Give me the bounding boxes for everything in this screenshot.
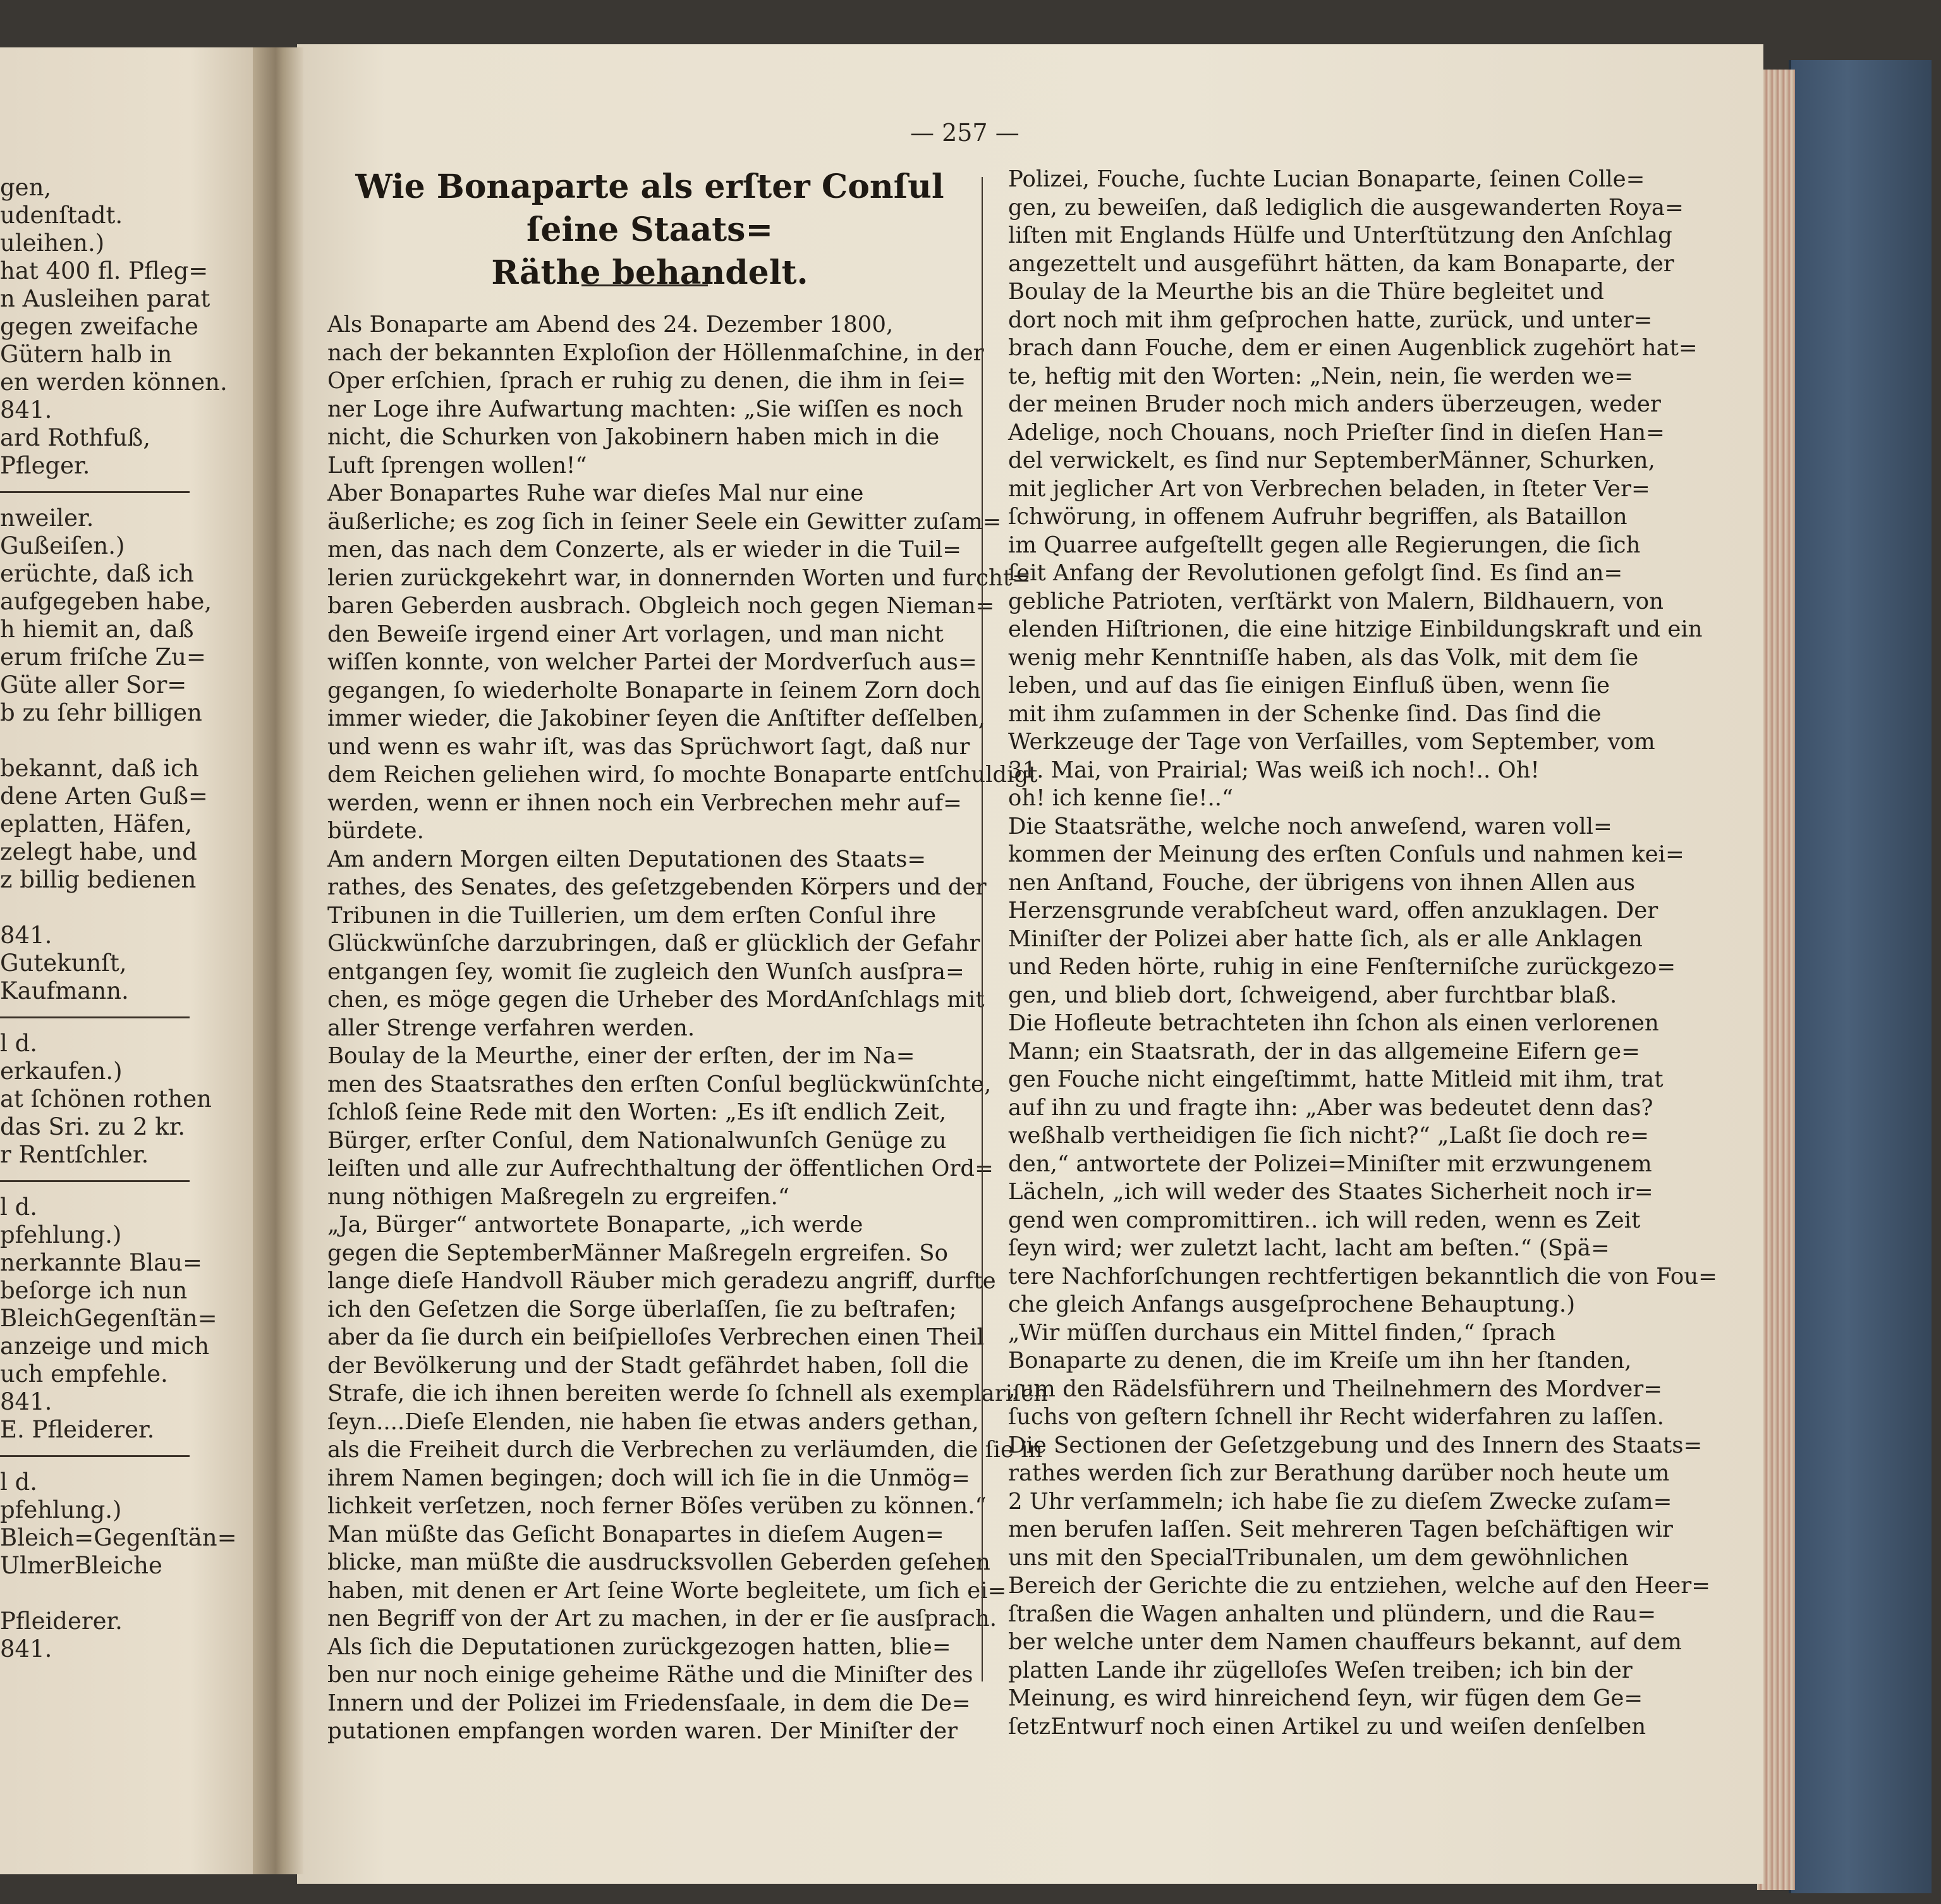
text-line: und wenn es wahr iſt, was das Sprüchwort ſagt, daß nur: [327, 733, 970, 760]
left-page-line: Güte aller Sor=: [0, 671, 187, 699]
text-line: Miniſter der Polizei aber hatte ſich, als er alle Anklagen: [1008, 925, 1643, 952]
page-number: — 257 —: [910, 119, 1019, 147]
text-line: Als ſich die Deputationen zurückgezogen hatten, blie=: [327, 1633, 951, 1660]
left-page-line: hat 400 fl. Pfleg=: [0, 257, 209, 284]
text-line: ſetzEntwurf noch einen Artikel zu und weiſen denſelben: [1008, 1713, 1646, 1740]
text-line: leben, und auf das ſie einigen Einfluß üben, wenn ſie: [1008, 673, 1610, 699]
article-title: [327, 166, 972, 295]
left-page-line: pfehlung.): [0, 1496, 122, 1523]
text-line: Bereich der Gerichte die zu entziehen, welche auf den Heer=: [1008, 1573, 1710, 1599]
text-line: Am andern Morgen eilten Deputationen des Staats=: [327, 846, 927, 872]
text-line: Meinung, es wird hinreichend ſeyn, wir fügen dem Ge=: [1008, 1685, 1643, 1711]
left-page-line: r Rentſchler.: [0, 1141, 149, 1168]
left-page: [0, 47, 272, 1874]
text-line: als die Freiheit durch die Verbrechen zu verläumden, die ſie in: [327, 1437, 1043, 1463]
text-line: gegen die SeptemberMänner Maßregeln ergreifen. So: [327, 1240, 948, 1266]
text-line: Luft ſprengen wollen!“: [327, 452, 587, 479]
text-line: Die Hofleute betrachteten ihn ſchon als einen verlorenen: [1008, 1010, 1659, 1036]
left-page-column: [0, 174, 265, 1663]
text-line: wenig mehr Kenntniſſe haben, als das Volk, mit dem ſie: [1008, 644, 1639, 671]
text-line: ben nur noch einige geheime Räthe und die Miniſter des: [327, 1662, 973, 1688]
text-line: Oper erſchien, ſprach er ruhig zu denen, die ihm in ſei=: [327, 368, 966, 394]
text-line: ſeit Anfang der Revolutionen gefolgt ſind. Es ſind an=: [1008, 560, 1623, 586]
left-page-line: n Ausleihen parat: [0, 285, 210, 312]
left-page-line: 841.: [0, 1635, 52, 1663]
text-line: den,“ antwortete der Polizei=Miniſter mit erzwungenem: [1008, 1150, 1652, 1177]
text-line: ſchwörung, in offenem Aufruhr begriffen, als Bataillon: [1008, 504, 1628, 530]
left-page-line: l d.: [0, 1468, 38, 1496]
left-page-line: 841.: [0, 1388, 52, 1415]
left-page-line: [0, 1580, 265, 1608]
left-page-line: l d.: [0, 1193, 38, 1221]
left-page-line: Gütern halb in: [0, 341, 173, 368]
text-line: Herzensgrunde verabſcheut ward, offen anzuklagen. Der: [1008, 898, 1658, 924]
title-rule: [581, 284, 708, 286]
left-page-line: Gutekunſt,: [0, 949, 127, 977]
text-line: Die Sectionen der Geſetzgebung und des Innern des Staats=: [1008, 1432, 1703, 1458]
text-line: „Wir müſſen durchaus ein Mittel finden,“ ſprach: [1008, 1319, 1556, 1346]
text-line: Boulay de la Meurthe bis an die Thüre begleitet und: [1008, 279, 1605, 305]
text-line: lerien zurückgekehrt war, in donnernden Worten und furcht=: [327, 564, 1031, 591]
left-page-line: pfehlung.): [0, 1221, 122, 1248]
left-page-line: UlmerBleiche: [0, 1552, 162, 1579]
text-line: Bonaparte zu denen, die im Kreiſe um ihn her ſtanden,: [1008, 1348, 1632, 1374]
left-page-line: l d.: [0, 1030, 38, 1057]
text-line: liſten mit Englands Hülfe und Unterſtützung den Anſchlag: [1008, 223, 1672, 248]
left-page-line: eplatten, Häfen,: [0, 810, 192, 838]
text-line: dem Reichen geliehen wird, ſo mochte Bonaparte entſchuldigt: [327, 762, 1038, 788]
text-line: Lächeln, „ich will weder des Staates Sicherheit noch ir=: [1008, 1179, 1653, 1205]
text-line: baren Geberden ausbrach. Obgleich noch gegen Nieman=: [327, 593, 995, 619]
section-rule: [0, 1455, 190, 1457]
left-page-line: Bleich=Gegenſtän=: [0, 1524, 237, 1551]
text-line: im Quarree aufgeſtellt gegen alle Regierungen, die ſich: [1008, 532, 1641, 558]
left-page-line: at ſchönen rothen: [0, 1085, 212, 1113]
article-column-1: [327, 311, 1049, 1746]
left-page-line: zelegt habe, und: [0, 838, 197, 865]
text-line: nung nöthigen Maßregeln zu ergreifen.“: [327, 1183, 789, 1210]
text-line: blicke, man müßte die ausdrucksvollen Geberden geſehen: [327, 1549, 990, 1575]
text-line: „um den Rädelsführern und Theilnehmern des Mordver=: [1008, 1376, 1663, 1402]
column-divider: [982, 177, 983, 1681]
book-gutter: [253, 47, 303, 1874]
text-line: Boulay de la Meurthe, einer der erſten, der im Na=: [327, 1043, 915, 1069]
left-page-line: [0, 727, 265, 755]
left-page-line: z billig bedienen: [0, 866, 197, 893]
left-page-line: gegen zweifache: [0, 313, 198, 340]
left-page-line: Gußeiſen.): [0, 532, 125, 559]
text-line: Adelige, noch Chouans, noch Prieſter ſind in dieſen Han=: [1008, 419, 1665, 446]
left-page-line: 841.: [0, 922, 52, 949]
text-line: ner Loge ihre Aufwartung machten: „Sie wiſſen es noch: [327, 396, 963, 422]
text-line: Glückwünſche darzubringen, daß er glücklich der Gefahr: [327, 931, 980, 956]
section-rule: [0, 491, 190, 493]
text-line: ich den Geſetzen die Sorge überlaſſen, ſie zu beſtrafen;: [327, 1296, 957, 1322]
left-page-line: Pfleger.: [0, 452, 90, 479]
text-line: den Beweiſe irgend einer Art vorlagen, und man nicht: [327, 621, 944, 647]
left-page-line: [0, 894, 265, 922]
left-page-line: en werden können.: [0, 369, 228, 396]
left-page-line: Kaufmann.: [0, 977, 129, 1004]
text-line: gen Fouche nicht eingeſtimmt, hatte Mitleid mit ihm, trat: [1008, 1066, 1664, 1092]
book-cover: [1789, 60, 1932, 1893]
text-line: entgangen ſey, womit ſie zugleich den Wunſch ausſpra=: [327, 958, 964, 985]
left-page-line: b zu ſehr billigen: [0, 699, 202, 726]
article-column-2: [1008, 166, 1717, 1741]
text-line: rathes werden ſich zur Berathung darüber noch heute um: [1008, 1460, 1670, 1486]
text-line: brach dann Fouche, dem er einen Augenblick zugehört hat=: [1008, 335, 1698, 361]
text-line: rathes, des Senates, des geſetzgebenden Körpers und der: [327, 874, 987, 900]
text-line: nach der bekannten Exploſion der Höllenmaſchine, in der: [327, 339, 984, 366]
title-line-2: Räthe behandelt.: [491, 253, 808, 292]
text-line: gegangen, ſo wiederholte Bonaparte in ſeinem Zorn doch: [327, 677, 981, 704]
text-line: Werkzeuge der Tage von Verſailles, vom September, vom: [1008, 729, 1655, 755]
text-line: Innern und der Polizei im Friedensſaale, in dem die De=: [327, 1690, 971, 1716]
text-line: kommen der Meinung des erſten Conſuls und nahmen kei=: [1008, 841, 1684, 867]
text-line: Bürger, erſter Conſul, dem Nationalwunſch Genüge zu: [327, 1127, 947, 1154]
text-line: aber da ſie durch ein beiſpielloſes Verbrechen einen Theil: [327, 1324, 984, 1350]
text-line: oh! ich kenne ſie!..“: [1008, 785, 1234, 811]
section-rule: [0, 1180, 190, 1182]
text-line: 2 Uhr verſammeln; ich habe ſie zu dieſem Zwecke zuſam=: [1008, 1488, 1672, 1515]
text-line: aller Strenge verfahren werden.: [327, 1015, 695, 1041]
text-line: putationen empfangen worden waren. Der Miniſter der: [327, 1718, 958, 1744]
left-page-line: beſorge ich nun: [0, 1277, 188, 1304]
text-line: auf ihn zu und fragte ihn: „Aber was bedeutet denn das?: [1008, 1094, 1653, 1121]
text-line: wiſſen konnte, von welcher Partei der Mordverſuch aus=: [327, 649, 977, 675]
text-line: men, das nach dem Conzerte, als er wieder in die Tuil=: [327, 537, 962, 563]
left-page-line: uch empfehle.: [0, 1360, 168, 1388]
text-line: Polizei, Fouche, ſuchte Lucian Bonaparte, ſeinen Colle=: [1008, 166, 1645, 192]
text-line: der meinen Bruder noch mich anders überzeugen, weder: [1008, 391, 1661, 417]
text-line: und Reden hörte, ruhig in eine Fenſterniſche zurückgezo=: [1008, 954, 1676, 980]
text-line: Man müßte das Geſicht Bonapartes in dieſem Augen=: [327, 1521, 944, 1547]
text-line: gen, und blieb dort, ſchweigend, aber furchtbar blaß.: [1008, 982, 1617, 1008]
left-page-line: erum friſche Zu=: [0, 644, 206, 671]
left-page-line: das Sri. zu 2 kr.: [0, 1113, 186, 1140]
text-line: Strafe, die ich ihnen bereiten werde ſo ſchnell als exemplariſch: [327, 1381, 1049, 1407]
text-line: uns mit den SpecialTribunalen, um dem gewöhnlichen: [1008, 1544, 1629, 1571]
left-page-line: bekannt, daß ich: [0, 755, 199, 782]
text-line: weßhalb vertheidigen ſie ſich nicht?“ „Laßt ſie doch re=: [1008, 1123, 1650, 1149]
text-line: Als Bonaparte am Abend des 24. Dezember 1800,: [327, 312, 894, 338]
text-line: gend wen compromittiren.. ich will reden, wenn es Zeit: [1008, 1207, 1641, 1233]
left-page-line: erüchte, daß ich: [0, 560, 194, 587]
text-line: lange dieſe Handvoll Räuber mich geradezu angriff, durfte: [327, 1268, 996, 1294]
text-line: te, heftig mit den Worten: „Nein, nein, ſie werden we=: [1008, 363, 1633, 389]
text-line: platten Lande ihr zügelloſes Weſen treiben; ich bin der: [1008, 1657, 1633, 1683]
text-line: dort noch mit ihm geſprochen hatte, zurück, und unter=: [1008, 307, 1653, 333]
text-line: del verwickelt, es ſind nur SeptemberMänner, Schurken,: [1008, 448, 1655, 473]
text-line: der Bevölkerung und der Stadt gefährdet haben, ſoll die: [327, 1352, 969, 1379]
text-line: elenden Hiſtrionen, die eine hitzige Einbildungskraft und ein: [1008, 616, 1703, 642]
text-line: gen, zu beweiſen, daß lediglich die ausgewanderten Roya=: [1008, 194, 1684, 221]
text-line: bürdete.: [327, 818, 424, 844]
title-line-1: Wie Bonaparte als erſter Conſul ſeine Staats=: [355, 168, 944, 249]
left-page-line: udenſtadt.: [0, 202, 123, 229]
text-line: men berufen laſſen. Seit mehreren Tagen beſchäftigen wir: [1008, 1516, 1673, 1542]
left-page-line: dene Arten Guß=: [0, 783, 208, 810]
text-line: mit ihm zuſammen in der Schenke ſind. Das ſind die: [1008, 700, 1602, 727]
text-line: gebliche Patrioten, verſtärkt von Malern, Bildhauern, von: [1008, 588, 1664, 614]
left-page-line: nweiler.: [0, 504, 94, 532]
text-line: werden, wenn er ihnen noch ein Verbrechen mehr auf=: [327, 790, 962, 816]
text-line: Die Staatsräthe, welche noch anweſend, waren voll=: [1008, 813, 1612, 839]
text-line: „Ja, Bürger“ antwortete Bonaparte, „ich werde: [327, 1212, 863, 1238]
text-line: lichkeit verſetzen, noch ferner Böſes verüben zu können.“: [327, 1493, 987, 1519]
text-line: Mann; ein Staatsrath, der in das allgemeine Eifern ge=: [1008, 1038, 1640, 1065]
left-page-line: aufgegeben habe,: [0, 588, 212, 615]
left-page-line: E. Pfleiderer.: [0, 1416, 155, 1443]
text-line: leiſten und alle zur Aufrechthaltung der öffentlichen Ord=: [327, 1156, 994, 1181]
text-line: ber welche unter dem Namen chauffeurs bekannt, auf dem: [1008, 1629, 1682, 1655]
text-line: 31. Mai, von Prairial; Was weiß ich noch!.. Oh!: [1008, 757, 1540, 783]
text-line: ſeyn....Dieſe Elenden, nie haben ſie etwas anders gethan,: [327, 1408, 979, 1435]
text-line: mit jeglicher Art von Verbrechen beladen, in ſteter Ver=: [1008, 475, 1650, 502]
left-page-line: uleihen.): [0, 229, 105, 257]
left-page-line: erkaufen.): [0, 1058, 123, 1085]
left-page-line: 841.: [0, 396, 52, 424]
section-rule: [0, 1016, 190, 1018]
text-line: nen Begriff von der Art zu machen, in der er ſie ausſprach.: [327, 1606, 997, 1632]
text-line: haben, mit denen er Art ſeine Worte begleitete, um ſich ei=: [327, 1577, 1007, 1604]
left-page-line: Pfleiderer.: [0, 1608, 123, 1635]
left-page-line: ard Rothfuß,: [0, 424, 151, 451]
left-page-line: gen,: [0, 174, 52, 201]
text-line: men des Staatsrathes den erſten Conſul beglückwünſchte,: [327, 1071, 992, 1097]
text-line: nicht, die Schurken von Jakobinern haben mich in die: [327, 424, 940, 450]
text-line: ihrem Namen begingen; doch will ich ſie in die Unmög=: [327, 1465, 970, 1491]
text-line: che gleich Anfangs ausgeſprochene Behauptung.): [1008, 1291, 1576, 1317]
text-line: ſtraßen die Wagen anhalten und plündern, und die Rau=: [1008, 1601, 1657, 1627]
text-line: ſeyn wird; wer zuletzt lacht, lacht am beſten.“ (Spä=: [1008, 1235, 1610, 1261]
left-page-line: BleichGegenſtän=: [0, 1305, 217, 1332]
left-page-line: nerkannte Blau=: [0, 1249, 202, 1276]
text-line: angezettelt und ausgeführt hätten, da kam Bonaparte, der: [1008, 250, 1674, 277]
text-line: äußerliche; es zog ſich in ſeiner Seele ein Gewitter zuſam=: [327, 508, 1002, 535]
text-line: nen Anſtand, Fouche, der übrigens von ihnen Allen aus: [1008, 869, 1636, 896]
text-line: tere Nachforſchungen rechtfertigen bekanntlich die von Fou=: [1008, 1263, 1717, 1290]
text-line: ſuchs von geſtern ſchnell ihr Recht widerfahren zu laſſen.: [1008, 1404, 1664, 1430]
text-line: ſchloß ſeine Rede mit den Worten: „Es iſt endlich Zeit,: [327, 1099, 947, 1125]
text-line: Tribunen in die Tuillerien, um dem erſten Conſul ihre: [327, 902, 937, 929]
text-line: Aber Bonapartes Ruhe war dieſes Mal nur eine: [327, 480, 864, 506]
left-page-line: anzeige und mich: [0, 1333, 210, 1360]
text-line: immer wieder, die Jakobiner ſeyen die Anſtifter deſſelben,: [327, 705, 985, 731]
left-page-line: h hiemit an, daß: [0, 616, 194, 643]
text-line: chen, es möge gegen die Urheber des MordAnſchlags mit: [327, 987, 985, 1013]
